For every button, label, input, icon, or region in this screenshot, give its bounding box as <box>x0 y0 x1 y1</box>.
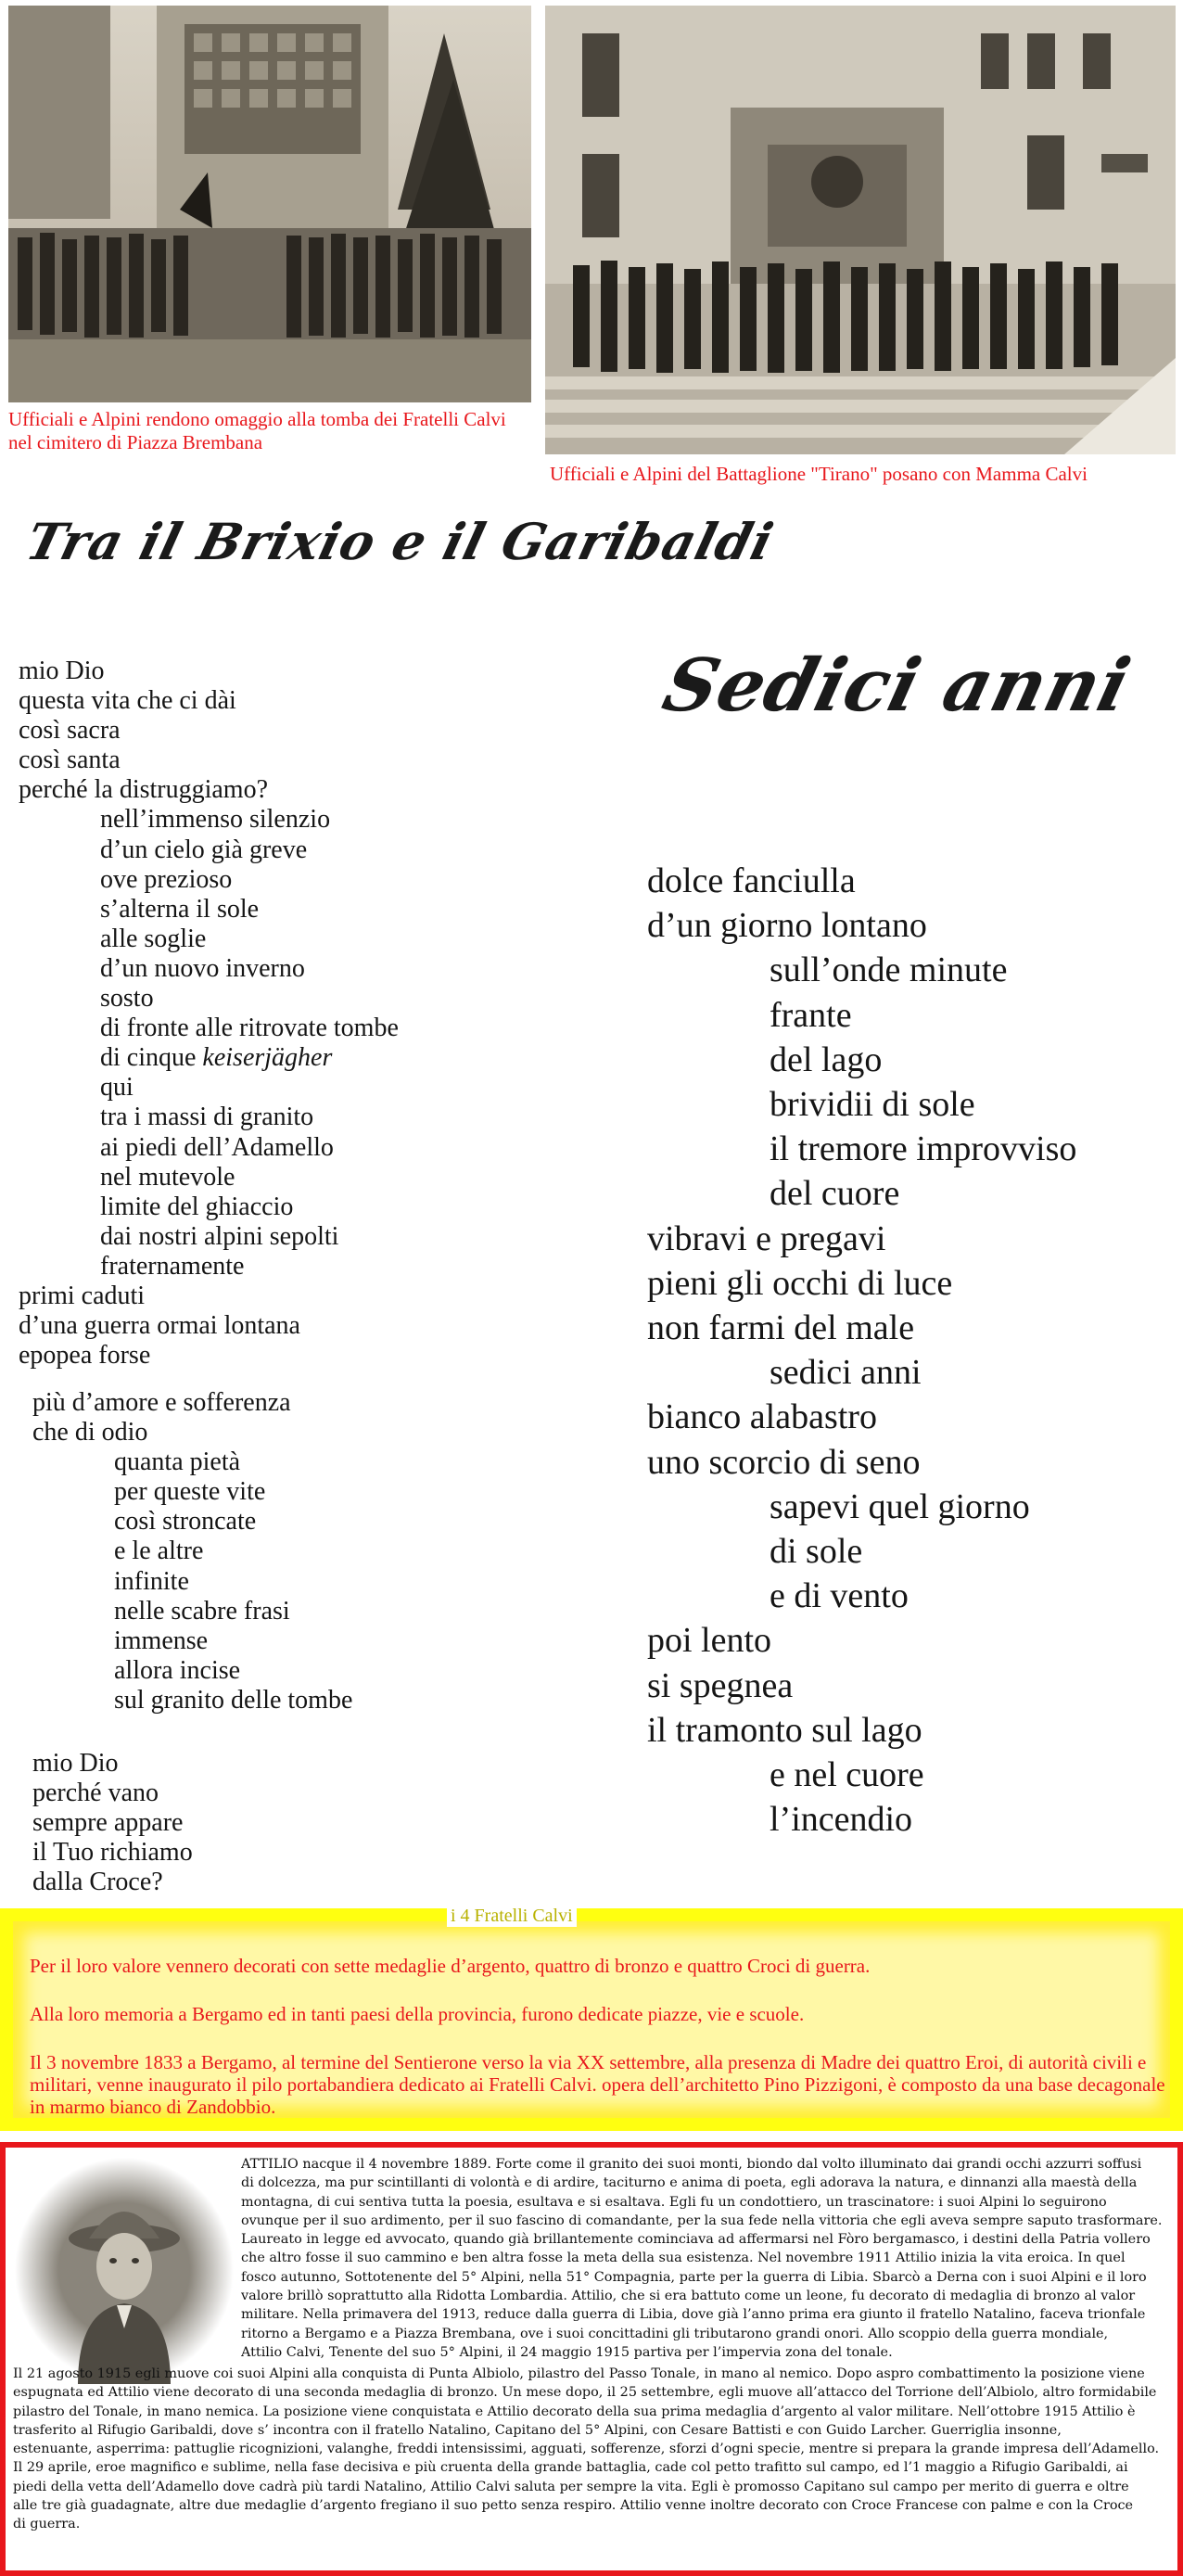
calvi-memorials-text: Alla loro memoria a Bergamo ed in tanti paesi della provincia, furono dedicate piazze, vie e scuole. <box>30 2003 805 2025</box>
poem2-line: poi lento <box>647 1621 772 1661</box>
poem1-stanza2-line: più d’amore e sofferenza <box>32 1388 291 1417</box>
poem2-line: sull’onde minute <box>770 950 1008 990</box>
bio-line: ovunque per il suo ardimento, per il suo fascino di comandante, per la sua fede nella vittoria che egli aveva sempre saputo trasformare. <box>241 2213 1163 2228</box>
poem1-line: ove prezioso <box>100 864 233 894</box>
poem2-line: bianco alabastro <box>647 1397 877 1437</box>
bio-line: che altro fosse il suo cammino e ben altra fosse la meta della sua esistenza. Nel novembre 1911 Attilio inizia la vita eroica. In quel <box>241 2251 1126 2266</box>
attilio-bio-box <box>0 2142 1183 2576</box>
caption-left-photo: Ufficiali e Alpini rendono omaggio alla tomba dei Fratelli Calvi nel cimitero di Piazza Brembana <box>8 408 506 453</box>
bio-line: valore brillò soprattutto alla Ridotta Lombardia. Attilio, che si era battuto come un leone, fu decorato di medaglia di bronzo al valor <box>241 2289 1136 2304</box>
poem1-stanza3 <box>32 1749 193 1897</box>
poem2-line: il tramonto sul lago <box>647 1710 922 1750</box>
bio-line: estenuante, asperrima: pattuglie ricognizioni, valanghe, freddi intensissimi, agguati, sofferenze, sforzi d’ogni specie, mentre si prepara la grande impresa dell’Adamello. <box>13 2442 1160 2457</box>
poem1-line: nel mutevole <box>100 1162 235 1192</box>
poem1-stanza3-line: mio Dio <box>32 1749 119 1778</box>
poem2-line: e nel cuore <box>770 1755 924 1795</box>
poem1-line: ai piedi dell’Adamello <box>100 1132 334 1162</box>
poem1-stanza3-line: dalla Croce? <box>32 1868 163 1897</box>
bio-text-right <box>241 2155 1177 2362</box>
attilio-portrait <box>13 2157 235 2384</box>
poem1-line: dai nostri alpini sepolti <box>100 1221 339 1251</box>
poem2-line: frante <box>770 995 852 1035</box>
poem1-stanza2-line: immense <box>114 1626 209 1655</box>
poem1-stanza2-line: allora incise <box>114 1655 241 1685</box>
poem2-line: uno scorcio di seno <box>647 1442 921 1482</box>
bio-line: alle tre già guadagnate, altre due medaglie d’argento fregiano il suo petto senza respiro. Attilio venne inoltre decorato con Croce Francese con palme e con la Croce <box>13 2498 1134 2514</box>
poem1-stanza2-line: per queste vite <box>114 1477 266 1507</box>
poem1-line: d’una guerra ormai lontana <box>19 1311 300 1341</box>
photo-battalion-mamma-calvi <box>545 6 1176 454</box>
bio-line: pilastro del Tonale, in mano nemica. La posizione viene conquistata e Attilio decorato della sua prima medaglia d’argento al valor militare. Nell’ottobre 1915 Attilio è <box>13 2404 1136 2419</box>
calvi-info-box <box>0 1908 1183 2131</box>
bio-line: Laureato in legge ed avvocato, quando già brillantemente cominciava ad affermarsi nel Fòro bergamasco, i destini della Patria vollero <box>241 2232 1151 2248</box>
poem1-stanza2-line: nelle scabre frasi <box>114 1596 290 1626</box>
poem1-line: perché la distruggiamo? <box>19 775 269 805</box>
poem2-line: vibravi e pregavi <box>647 1218 886 1258</box>
bio-line: ATTILIO nacque il 4 novembre 1889. Forte come il granito dei suoi monti, biondo dal volto illuminato dai grandi occhi azzurri soffusi <box>241 2157 1142 2172</box>
bio-line: militare. Nella primavera del 1913, reduce dalla guerra di Libia, dove già l’anno prima era giunto il fratello Natalino, faceva trionfale <box>241 2307 1146 2323</box>
calvi-medals-text: Per il loro valore vennero decorati con sette medaglie d’argento, quattro di bronzo e quattro Croci di guerra. <box>30 1955 871 1977</box>
bio-line: Il 29 aprile, eroe magnifico e sublime, nella fase decisiva e più cruenta della grande battaglia, cade col petto trafitto sul campo, ed l’1 maggio a Rifugio Garibaldi, ai <box>13 2460 1128 2476</box>
poem1-line: questa vita che ci dài <box>19 686 236 716</box>
poem2-line: del lago <box>770 1039 883 1079</box>
poem1-line: così sacra <box>19 716 121 746</box>
poem2-line: non farmi del male <box>647 1308 915 1348</box>
poem1-stanza2-line: così stroncate <box>114 1507 257 1537</box>
poem1-line: tra i massi di granito <box>100 1103 314 1132</box>
poem1-line: s’alterna il sole <box>100 894 260 924</box>
bio-line: montagna, di cui sentiva tutta la poesia, esultava e si esaltava. Egli fu un condottiero, un trascinatore: i suoi Alpini lo seguirono <box>241 2194 1107 2210</box>
bio-line: ritorno a Bergamo e a Piazza Brembana, ove i suoi concittadini gli tributarono grandi onori. Allo scoppio della guerra mondiale, <box>241 2326 1109 2341</box>
poem1-line: di cinque keiserjägher <box>100 1043 333 1073</box>
poem1-stanza2-line: infinite <box>114 1566 189 1596</box>
poem1-stanza2-line: e le altre <box>114 1537 204 1566</box>
bio-line: espugnata ed Attilio viene decorato di una seconda medaglia di bronzo. Un mese dopo, il 25 settembre, egli muove all’attacco del Torrione dell’Albiolo, altro formidabile <box>13 2385 1157 2401</box>
poem1-line: nell’immenso silenzio <box>100 805 331 835</box>
poem2-line: d’un giorno lontano <box>647 906 927 946</box>
poem1-stanza3-line: sempre appare <box>32 1808 184 1838</box>
poem1-stanza2-line: che di odio <box>32 1418 148 1447</box>
poem1-line: di fronte alle ritrovate tombe <box>100 1014 399 1043</box>
poem1-stanza2-line: quanta pietà <box>114 1447 241 1477</box>
bio-text-full <box>13 2365 1177 2534</box>
caption-right-photo: Ufficiali e Alpini del Battaglione "Tirano" posano con Mamma Calvi <box>550 463 1088 485</box>
poem2-line: l’incendio <box>770 1800 913 1840</box>
poem1-line: sosto <box>100 984 154 1014</box>
poem2-title: Sedici anni <box>655 644 1139 728</box>
poem2-line: pieni gli occhi di luce <box>647 1263 953 1303</box>
poem2-line: si spegnea <box>647 1665 794 1705</box>
poem1-stanza2 <box>32 1388 352 1715</box>
poem1-line: limite del ghiaccio <box>100 1192 294 1221</box>
poem1-line: epopea forse <box>19 1341 151 1371</box>
poem2-line: di sole <box>770 1532 863 1572</box>
poem1-line: d’un nuovo inverno <box>100 953 305 983</box>
poem2-line: dolce fanciulla <box>647 861 856 900</box>
bio-line: di dolcezza, ma pur scintillanti di volontà e di ardire, taciturno e anima di poeta, egli adorava la natura, e dinnanzi alla maestà della <box>241 2175 1138 2191</box>
poem2-verses <box>647 859 1076 1842</box>
photo-cemetery-tomb <box>8 6 531 402</box>
poem2-line: il tremore improvviso <box>770 1129 1077 1169</box>
poem1-stanza1 <box>19 657 399 1371</box>
bio-line: Attilio Calvi, Tenente del suo 5° Alpini, il 24 maggio 1915 partiva per l’impervia zona del tonale. <box>241 2344 893 2360</box>
poem1-stanza3-line: perché vano <box>32 1779 159 1808</box>
bio-line: di guerra. <box>13 2517 81 2532</box>
poem1-line: primi caduti <box>19 1281 146 1310</box>
poem1-line: alle soglie <box>100 924 207 953</box>
bio-line: trasferito al Rifugio Garibaldi, dove s’ incontra con il fratello Natalino, Capitano del 5° Alpini, con Cesare Battisti e con Guido Larcher. Guerriglia insonne, <box>13 2422 1062 2438</box>
poem2-line: del cuore <box>770 1174 900 1214</box>
calvi-flagpole-text: Il 3 novembre 1833 a Bergamo, al termine del Sentierone verso la via XX settembre, alla presenza di Madre dei quattro Eroi, di autorità civili e militari, venne inaugurato il pilo portabandiera dedicato ai Fratelli Calvi. opera dell’architetto Pino Pizzigoni, è composto da una base decagonale in marmo bianco di Zandobbio. <box>30 2051 1165 2118</box>
poem1-line: qui <box>100 1073 134 1103</box>
poem1-line: così santa <box>19 746 121 775</box>
calvi-label: i 4 Fratelli Calvi <box>447 1905 577 1927</box>
poem1-stanza2-line: sul granito delle tombe <box>114 1685 353 1715</box>
poem1-line: fraternamente <box>100 1251 245 1281</box>
poem2-line: sedici anni <box>770 1353 922 1393</box>
poem1-line: d’un cielo già greve <box>100 835 308 864</box>
bio-line: fosco autunno, Sottotenente del 5° Alpini, nella 51° Compagnia, parte per la guerra di Libia. Sbarcò a Derna con i suoi Alpini e il loro <box>241 2269 1147 2285</box>
poem1-line: mio Dio <box>19 657 105 685</box>
poem1-title: Tra il Brixio e il Garibaldi <box>20 512 781 571</box>
poem2-line: e di vento <box>770 1576 909 1616</box>
bio-line: Il 21 agosto 1915 egli muove coi suoi Alpini alla conquista di Punta Albiolo, pilastro del Passo Tonale, in mano al nemico. Dopo aspro combattimento la posizione viene <box>13 2366 1145 2381</box>
poem2-line: brividii di sole <box>770 1085 975 1125</box>
poem1-stanza3-line: il Tuo richiamo <box>32 1838 193 1868</box>
bio-line: piedi della vetta dell’Adamello dove cadrà più tardi Natalino, Attilio Calvi saluta per sempre la vita. Egli è promosso Capitano sul campo per merito di guerra e oltre <box>13 2479 1129 2494</box>
poem2-line: sapevi quel giorno <box>770 1486 1030 1526</box>
